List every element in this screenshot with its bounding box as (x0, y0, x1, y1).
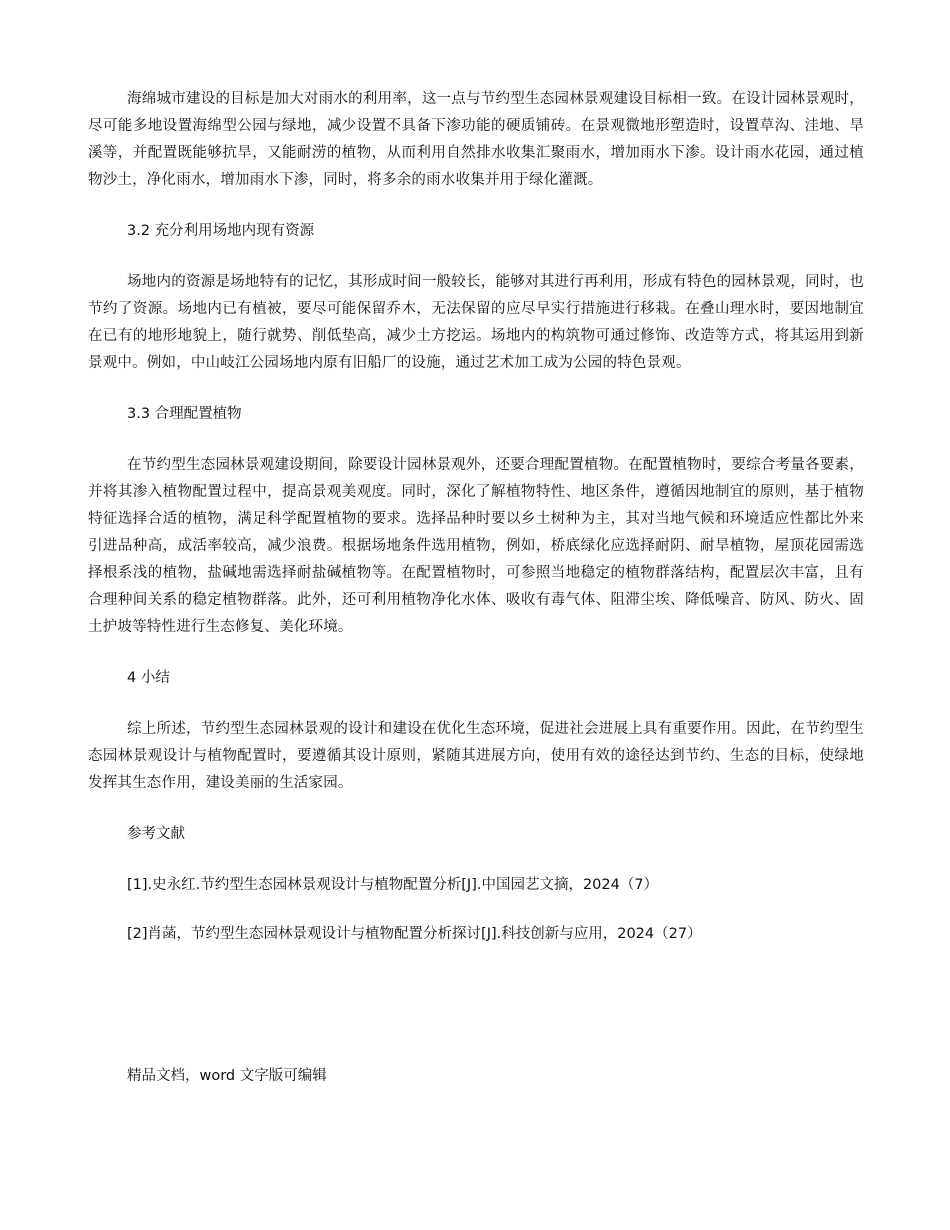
footer-note: 精品文档，word 文字版可编辑 (127, 1068, 327, 1084)
paragraph-plant-configuration: 在节约型生态园林景观建设期间，除要设计园林景观外，还要合理配置植物。在配置植物时，要综合考量各要素，并将其渗入植物配置过程中，提高景观美观度。同时，深化了解植物特性、地区条件，遵循因地制宜的原则，基于植物特征选择合适的植物，满足科学配置植物的要求。选择品种时要以乡土树种为主，其对当地气候和环境适应性都比外来引进品种高，成活率较高，减少浪费。根据场地条件选用植物，例如，桥底绿化应选择耐阴、耐旱植物，屋顶花园需选择根系浅的植物，盐碱地需选择耐盐碱植物等。在配置植物时，可参照当地稳定的植物群落结构，配置层次丰富，且有合理种间关系的稳定植物群落。此外，还可利用植物净化水体、吸收有毒气体、阻滞尘埃、降低噪音、防风、防火、固土护坡等特性进行生态修复、美化环境。 (88, 457, 864, 635)
paragraph-sponge-city: 海绵城市建设的目标是加大对雨水的利用率，这一点与节约型生态园林景观建设目标相一致。在设计园林景观时，尽可能多地设置海绵型公园与绿地，减少设置不具备下渗功能的硬质铺砖。在景观微地形塑造时，设置草沟、洼地、旱溪等，并配置既能够抗旱，又能耐涝的植物，从而利用自然排水收集汇聚雨水，增加雨水下渗。设计雨水花园，通过植物沙土，净化雨水，增加雨水下渗，同时，将多余的雨水收集并用于绿化灌溉。 (88, 91, 864, 188)
section-heading-3-2: 3.2 充分利用场地内现有资源 (127, 223, 315, 239)
document-body (88, 86, 864, 970)
reference-item-1: [1].史永红.节约型生态园林景观设计与植物配置分析[J].中国园艺文摘，2024（7） (127, 877, 659, 893)
references-heading: 参考文献 (127, 826, 185, 842)
section-heading-4: 4 小结 (127, 670, 170, 686)
paragraph-summary: 综上所述，节约型生态园林景观的设计和建设在优化生态环境，促进社会进展上具有重要作用。因此，在节约型生态园林景观设计与植物配置时，要遵循其设计原则，紧随其进展方向，使用有效的途径达到节约、生态的目标，使绿地发挥其生态作用，建设美丽的生活家园。 (88, 721, 864, 791)
section-heading-3-3: 3.3 合理配置植物 (127, 406, 242, 422)
reference-item-2: [2]肖菡，节约型生态园林景观设计与植物配置分析探讨[J].科技创新与应用，2024（27） (127, 926, 702, 942)
paragraph-site-resources: 场地内的资源是场地特有的记忆，其形成时间一般较长，能够对其进行再利用，形成有特色的园林景观，同时，也节约了资源。场地内已有植被，要尽可能保留乔木，无法保留的应尽早实行措施进行移栽。在叠山理水时，要因地制宜在已有的地形地貌上，随行就势、削低垫高，减少土方挖运。场地内的构筑物可通过修饰、改造等方式，将其运用到新景观中。例如，中山岐江公园场地内原有旧船厂的设施，通过艺术加工成为公园的特色景观。 (88, 274, 864, 371)
